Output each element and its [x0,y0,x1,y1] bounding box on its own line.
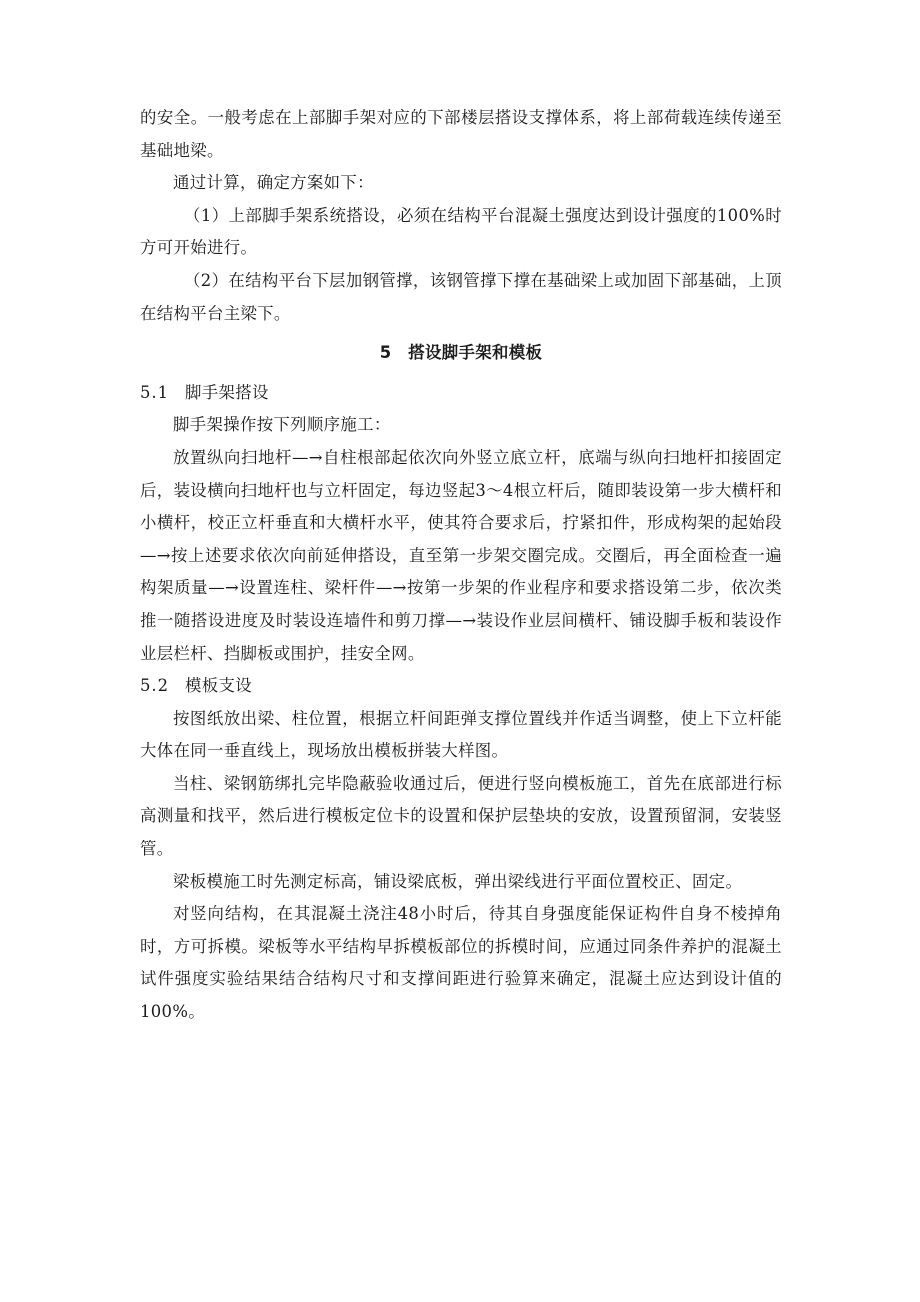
subsection-5-2-number: 5.2 [140,676,170,696]
paragraph-intro: 的安全。一般考虑在上部脚手架对应的下部楼层搭设支撑体系，将上部荷载连续传递至基础地梁。 [140,108,782,160]
subsection-5-2-heading [140,670,782,703]
subsection-5-2-title: 模板支设 [185,676,252,696]
paragraph-5-2-d: 对竖向结构，在其混凝土浇注48小时后，待其自身强度能保证构件自身不棱掉角时，方可拆模。梁板等水平结构早拆模板部位的拆模时间，应通过同条件养护的混凝土试件强度实验结果结合结构尺寸和支撑间距进行验算来确定，混凝土应达到设计值的100%。 [140,904,782,1022]
subsection-5-1-heading [140,377,782,410]
list-item-2: （2）在结构平台下层加钢管撑，该钢管撑下撑在基础梁上或加固下部基础，上顶在结构平台主梁下。 [140,270,782,323]
paragraph-5-2-a: 按图纸放出梁、柱位置，根据立杆间距弹支撑位置线并作适当调整，使上下立杆能大体在同一垂直线上，现场放出模板拼装大样图。 [140,708,782,761]
document-page [140,102,782,1029]
list-item-1: （1）上部脚手架系统搭设，必须在结构平台混凝土强度达到设计强度的100%时方可开始进行。 [140,205,782,258]
paragraph-5-1-b: 放置纵向扫地杆—→自柱根部起依次向外竖立底立杆，底端与纵向扫地杆扣接固定后，装设横向扫地杆也与立杆固定，每边竖起3～4根立杆后，随即装设第一步大横杆和小横杆，校正立杆垂直和大横杆水平，使其符合要求后，拧紧扣件，形成构架的起始段—→按上述要求依次向前延伸搭设，直至第一步架交圈完成。交圈后，再全面检查一遍构架质量—→设置连柱、梁杆件—→按第一步架的作业程序和要求搭设第二步，依次类推一随搭设进度及时装设连墙件和剪刀撑—→装设作业层间横杆、铺设脚手板和装设作业层栏杆、挡脚板或围护，挂安全网。 [140,447,782,663]
paragraph-5-2-b: 当柱、梁钢筋绑扎完毕隐蔽验收通过后，便进行竖向模板施工，首先在底部进行标高测量和找平，然后进行模板定位卡的设置和保护层垫块的安放，设置预留洞，安装竖管。 [140,773,782,859]
paragraph-5-1-a: 脚手架操作按下列顺序施工： [173,415,391,435]
paragraph-5-2-c: 梁板模施工时先测定标高，铺设梁底板，弹出梁线进行平面位置校正、固定。 [173,871,743,891]
subsection-5-1-number: 5.1 [140,382,170,402]
section-5-title: 5 搭设脚手架和模板 [379,343,543,363]
paragraph-calc: 通过计算，确定方案如下： [173,173,374,193]
subsection-5-1-title: 脚手架搭设 [185,382,269,402]
